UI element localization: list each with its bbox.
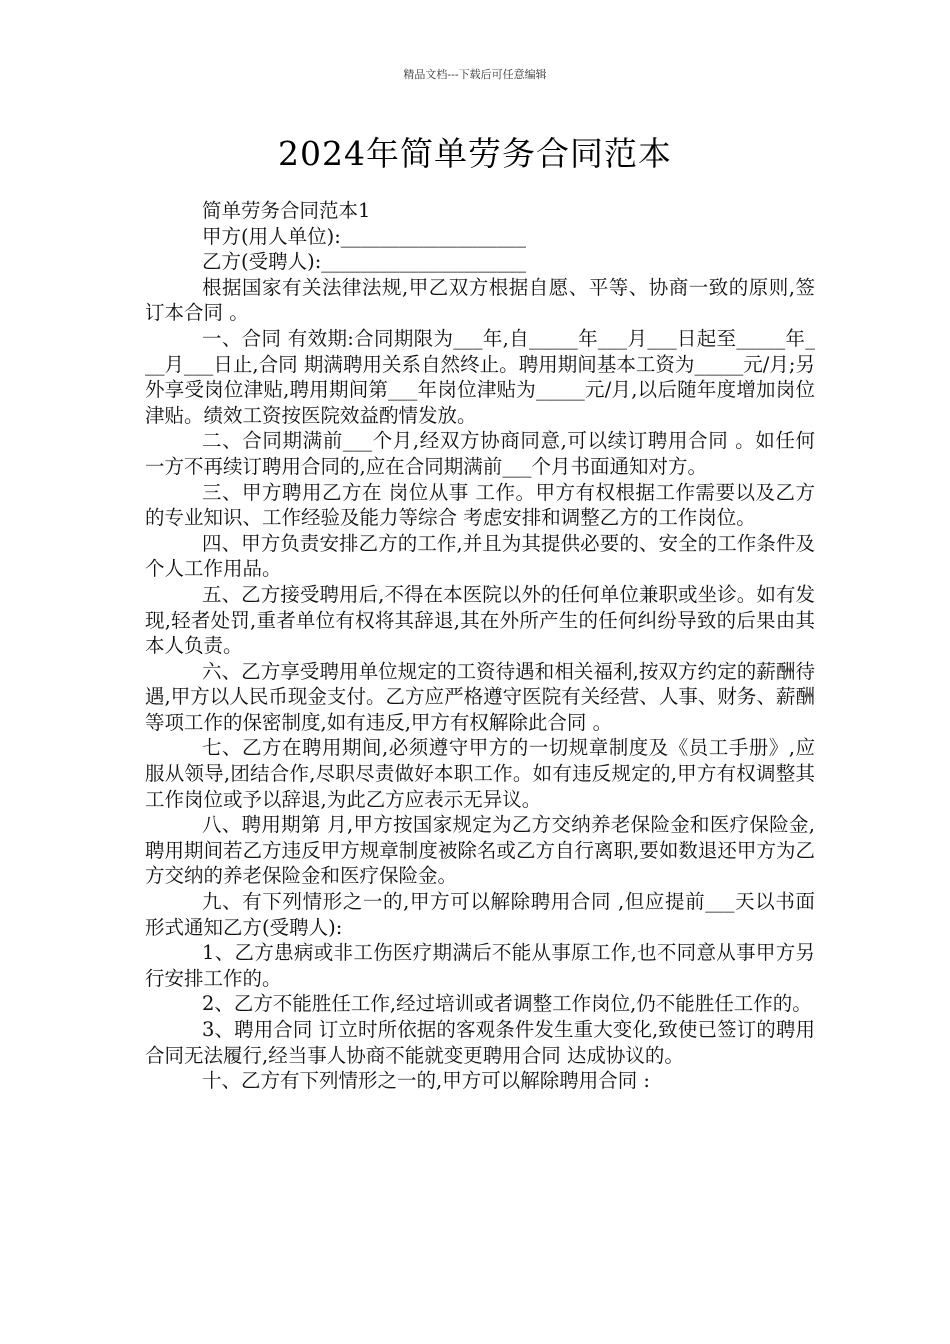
- paragraph: 简单劳务合同范本1: [202, 199, 371, 222]
- paragraph: 3、聘用合同 订立时所依据的客观条件发生重大变化,致使已签订的聘用合同无法履行,经当事人协商不能就变更聘用合同 达成协议的。: [145, 1018, 815, 1067]
- paragraph: 五、乙方接受聘用后,不得在本医院以外的任何单位兼职或坐诊。如有发现,轻者处罚,重者单位有权将其辞退,其在外所产生的任何纠纷导致的后果由其本人负责。: [145, 582, 815, 658]
- paragraph: 四、甲方负责安排乙方的工作,并且为其提供必要的、安全的工作条件及个人工作用品。: [145, 531, 815, 581]
- paragraph: 十、乙方有下列情形之一的,甲方可以解除聘用合同 :: [202, 1069, 650, 1093]
- paragraph: 甲方(用人单位):___________________: [202, 224, 527, 248]
- paragraph: 三、甲方聘用乙方在 岗位从事 工作。甲方有权根据工作需要以及乙方的专业知识、工作经验及能力等综合 考虑安排和调整乙方的工作岗位。: [145, 480, 815, 530]
- paragraph: 根据国家有关法律法规,甲乙双方根据自愿、平等、协商一致的原则,签订本合同 。: [145, 275, 815, 325]
- paragraph: 一、合同 有效期:合同期限为___年,自_____年___月___日起至_____年___月___日止,合同 期满聘用关系自然终止。聘用期间基本工资为_____元/月;另外享受岗位津贴,聘用期间第___年岗位津贴为_____元/月,以后随年度增加岗位津贴。绩效工资按医院效益酌情发放。: [145, 326, 815, 427]
- document-title: 2024年简单劳务合同范本: [278, 134, 672, 173]
- paragraph: 八、聘用期第 月,甲方按国家规定为乙方交纳养老保险金和医疗保险金,聘用期间若乙方违反甲方规章制度被除名或乙方自行离职,要如数退还甲方为乙方交纳的养老保险金和医疗保险金。: [145, 813, 815, 888]
- paragraph: 九、有下列情形之一的,甲方可以解除聘用合同 ,但应提前___天以书面形式通知乙方(受聘人):: [145, 890, 815, 939]
- paragraph: 2、乙方不能胜任工作,经过培训或者调整工作岗位,仍不能胜任工作的。: [202, 992, 812, 1016]
- document-body: [145, 198, 815, 1094]
- paragraph: 乙方(受聘人):_____________________: [202, 250, 527, 274]
- page-header: 精品文档---下载后可任意编辑: [403, 68, 547, 81]
- paragraph: 六、乙方享受聘用单位规定的工资待遇和相关福利,按双方约定的薪酬待遇,甲方以人民币现金支付。乙方应严格遵守医院有关经营、人事、财务、薪酬等项工作的保密制度,如有违反,甲方有权解除此合同 。: [145, 659, 815, 734]
- paragraph: 七、乙方在聘用期间,必须遵守甲方的一切规章制度及《员工手册》,应服从领导,团结合作,尽职尽责做好本职工作。如有违反规定的,甲方有权调整其工作岗位或予以辞退,为此乙方应表示无异议。: [145, 736, 815, 811]
- paragraph: 二、合同期满前___个月,经双方协商同意,可以续订聘用合同 。如任何一方不再续订聘用合同的,应在合同期满前___个月书面通知对方。: [145, 429, 815, 478]
- paragraph: 1、乙方患病或非工伤医疗期满后不能从事原工作,也不同意从事甲方另行安排工作的。: [145, 941, 815, 990]
